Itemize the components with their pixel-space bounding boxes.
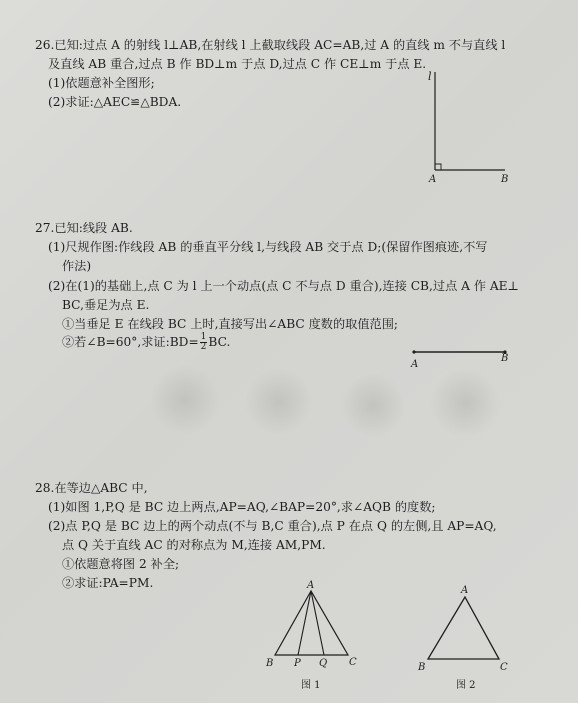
q28-part-2-cont: 点 Q 关于直线 AC 的对称点为 M,连接 AM,PM. — [62, 538, 326, 552]
right-angle-mark — [435, 164, 441, 170]
fraction-numerator: 1 — [200, 332, 207, 342]
q28-part-1: (1)如图 1,P,Q 是 BC 边上两点,AP=AQ,∠BAP=20°,求∠AQB 的度数; — [48, 500, 436, 514]
fraction-denominator: 2 — [200, 342, 207, 352]
q28-line-1: 28.在等边△ABC 中, — [35, 481, 148, 495]
label-a: A — [411, 359, 419, 370]
label-a: A — [461, 585, 469, 596]
q27-part-2: (2)在(1)的基础上,点 C 为 l 上一个动点(点 C 不与点 D 重合),连接 CB,过点 A 作 AE⊥ — [48, 279, 520, 293]
label-a: A — [429, 174, 437, 185]
q28-figure-1 — [265, 580, 357, 691]
q27-part-2-cont: BC,垂足为点 E. — [62, 298, 150, 312]
triangle-abc — [428, 597, 499, 659]
q26-part-2: (2)求证:△AEC≌△BDA. — [48, 95, 182, 109]
q27-sub-1: ①当垂足 E 在线段 BC 上时,直接写出∠ABC 度数的取值范围; — [62, 317, 399, 331]
q28-figure-2 — [417, 585, 508, 691]
q27-sub-2-suffix: BC. — [208, 335, 231, 349]
q26-line-1: 26.已知:过点 A 的射线 l⊥AB,在射线 l 上截取线段 AC=AB,过 A 的直线 m 不与直线 l — [35, 38, 506, 52]
q26-figure — [428, 70, 508, 185]
label-b: B — [501, 174, 509, 185]
q26-line-2: 及直线 AB 重合,过点 B 作 BD⊥m 于点 D,过点 C 作 CE⊥m 于点 E. — [48, 57, 427, 71]
q28-part-2: (2)点 P,Q 是 BC 边上的两个动点(不与 B,C 重合),点 P 在点 Q 的左侧,且 AP=AQ, — [48, 519, 497, 533]
label-a: A — [307, 580, 315, 591]
label-p: P — [294, 658, 301, 669]
segment-ap — [298, 591, 311, 655]
q28-sub-2: ②求证:PA=PM. — [62, 576, 154, 590]
figure-1-caption: 图 1 — [301, 680, 321, 691]
point-a — [412, 350, 415, 353]
q27-line-1: 27.已知:线段 AB. — [35, 221, 133, 235]
label-b: B — [501, 353, 509, 364]
label-b: B — [418, 662, 426, 673]
q28-sub-1: ①依题意将图 2 补全; — [62, 557, 180, 571]
label-c: C — [349, 657, 357, 668]
q26-part-1: (1)依题意补全图形; — [48, 76, 155, 90]
segment-aq — [311, 591, 324, 655]
label-l: l — [428, 70, 432, 83]
label-b: B — [266, 658, 274, 669]
label-c: C — [500, 662, 508, 673]
q27-figure — [410, 350, 508, 370]
q27-part-1-cont: 作法) — [62, 259, 92, 273]
q27-sub-2-prefix: ②若∠B=60°,求证:BD= — [62, 335, 199, 349]
q27-part-1: (1)尺规作图:作线段 AB 的垂直平分线 l,与线段 AB 交于点 D;(保留作图痕迹,不写 — [48, 240, 488, 254]
figure-2-caption: 图 2 — [456, 680, 476, 691]
label-q: Q — [319, 658, 328, 669]
triangle-abc — [275, 591, 348, 655]
